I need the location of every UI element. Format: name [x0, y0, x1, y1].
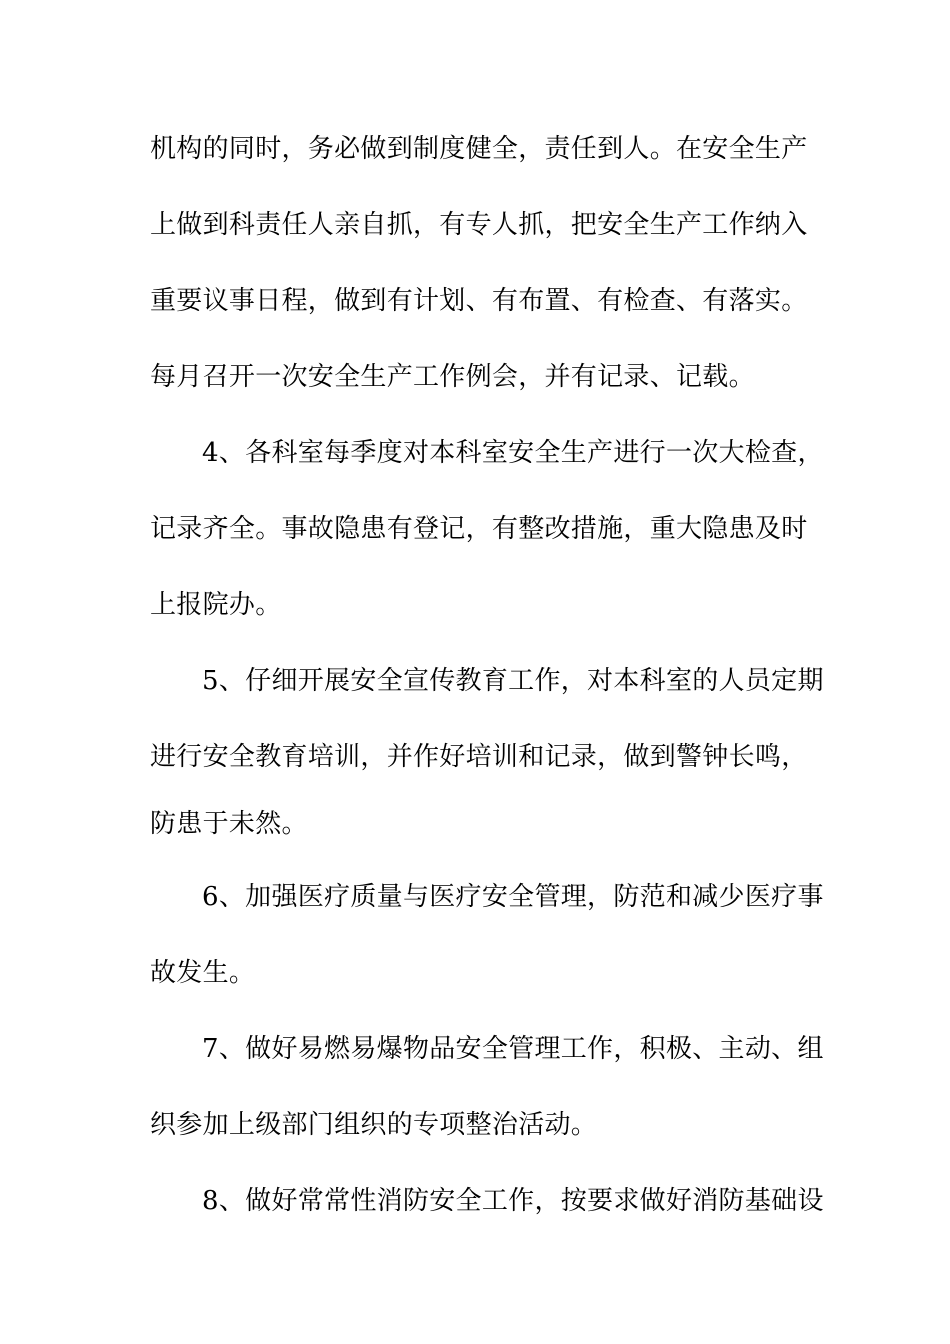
text-line: 故发生。 [150, 958, 256, 988]
paragraph-start-4: 4、各科室每季度对本科室安全生产进行一次大检查， [202, 438, 824, 468]
text-line: 上做到科责任人亲自抓，有专人抓，把安全生产工作纳入 [150, 210, 808, 240]
paragraph-start-7: 7、做好易燃易爆物品安全管理工作，积极、主动、组 [202, 1034, 824, 1064]
text-line: 进行安全教育培训，并作好培训和记录，做到警钟长鸣， [150, 742, 808, 772]
text-line: 上报院办。 [150, 590, 282, 620]
text-line: 防患于未然。 [150, 809, 308, 839]
text-line: 重要议事日程，做到有计划、有布置、有检查、有落实。 [150, 286, 808, 316]
text-line: 机构的同时，务必做到制度健全，责任到人。在安全生产 [150, 134, 808, 164]
paragraph-start-5: 5、仔细开展安全宣传教育工作，对本科室的人员定期 [202, 666, 824, 696]
text-line: 织参加上级部门组织的专项整治活动。 [150, 1110, 598, 1140]
paragraph-start-6: 6、加强医疗质量与医疗安全管理，防范和减少医疗事 [202, 882, 824, 912]
text-line: 每月召开一次安全生产工作例会，并有记录、记载。 [150, 362, 755, 392]
paragraph-start-8: 8、做好常常性消防安全工作，按要求做好消防基础设 [202, 1186, 824, 1216]
text-line: 记录齐全。事故隐患有登记，有整改措施，重大隐患及时 [150, 514, 808, 544]
